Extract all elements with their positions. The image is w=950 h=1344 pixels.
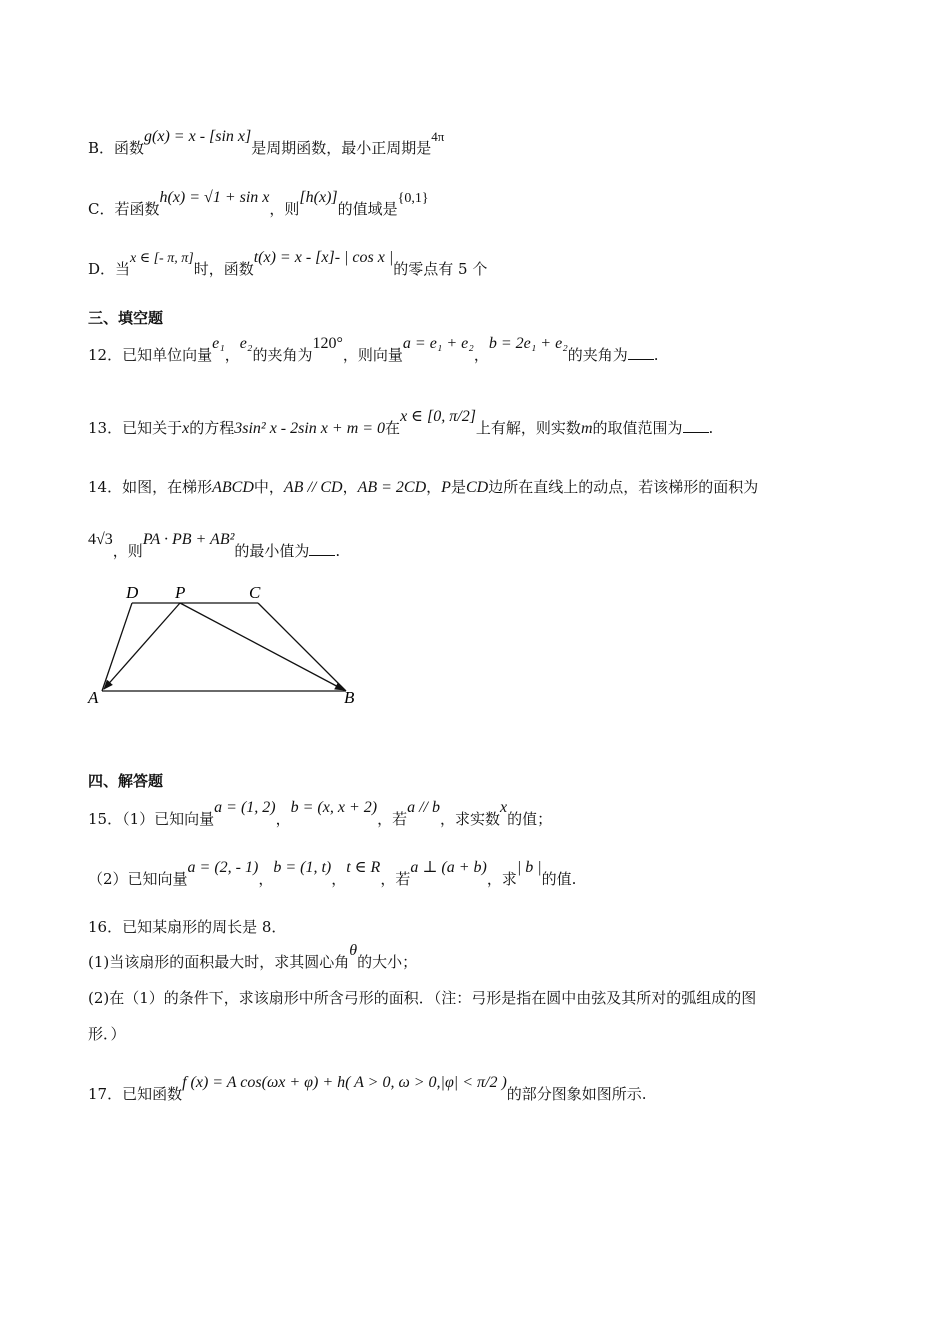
q17-function: f (x) = A cos(ωx + φ) + h xyxy=(182,1074,346,1091)
q14-text-8: 的最小值为 xyxy=(234,542,310,560)
q15b-text-4: ，若 xyxy=(380,870,411,888)
section-fill-in-title: 三、填空题 xyxy=(88,309,164,327)
q12-angle: 120° xyxy=(312,335,343,352)
q13-text-5: 的取值范围为 xyxy=(592,419,683,437)
q14-ratio: AB = 2CD xyxy=(357,479,427,496)
q15a-parallel: a // b xyxy=(407,799,440,816)
q14-text-3: ， xyxy=(342,478,358,496)
q13-text-6: . xyxy=(708,419,714,437)
q14-abcd: ABCD xyxy=(212,479,254,496)
q16-text-a: (1)当该扇形的面积最大时，求其圆心角 xyxy=(88,953,350,971)
question-16-line-1: 16．已知某扇形的周长是 8． xyxy=(88,918,287,936)
segment-cb xyxy=(258,603,346,691)
q12-vector-b: b = 2e₁ + e₂ xyxy=(488,335,568,352)
option-c-text1: ，则 xyxy=(269,200,300,218)
q12-answer-blank[interactable] xyxy=(628,345,654,360)
q14-expression: PA · PB + AB² xyxy=(142,531,235,548)
q15a-vector-a: a = (1, 2) xyxy=(214,799,276,816)
q17-text-2: 的部分图象如图所示. xyxy=(506,1085,647,1103)
q14-text-1: 14．如图，在梯形 xyxy=(88,478,213,496)
option-b-label: B．函数 xyxy=(88,139,145,157)
q14-cd: CD xyxy=(465,479,489,496)
question-13 xyxy=(88,408,714,439)
q14-text-4: ， xyxy=(426,478,442,496)
q12-text-7: . xyxy=(653,346,659,364)
option-d-label: D．当 xyxy=(88,260,131,278)
q14-area: 4√3 xyxy=(88,531,113,548)
q15b-text-3: ， xyxy=(331,870,347,888)
q13-interval: x ∈ [0, π/2] xyxy=(400,408,476,425)
question-14-line-2 xyxy=(88,531,341,562)
q15a-text-1: 15．（1）已知向量 xyxy=(88,810,215,828)
q14-answer-blank[interactable] xyxy=(309,541,335,556)
q16-theta: θ xyxy=(349,942,358,959)
section-answer-title: 四、解答题 xyxy=(88,772,164,790)
q12-vector-e2: e₂ xyxy=(239,335,253,352)
option-b-formula: g(x) = x - [sin x] xyxy=(144,128,252,145)
q14-text-5: 是 xyxy=(450,478,466,496)
option-b-period: 4π xyxy=(431,129,445,144)
q15b-vector-b: b = (1, t) xyxy=(273,859,332,876)
q15a-text-4: ，求实数 xyxy=(439,810,500,828)
question-15-part-2 xyxy=(88,859,577,890)
question-17 xyxy=(88,1074,647,1105)
option-c xyxy=(88,189,429,221)
q13-text-3: 在 xyxy=(385,419,401,437)
trapezoid-figure xyxy=(80,578,380,718)
question-16-line-2 xyxy=(88,942,418,973)
q14-parallel: AB // CD xyxy=(283,479,343,496)
option-c-text2: 的值域是 xyxy=(337,200,398,218)
q15b-text-1: （2）已知向量 xyxy=(88,870,188,888)
q15a-vector-b: b = (x, x + 2) xyxy=(290,799,378,816)
q17-conditions: ( A > 0, ω > 0,|φ| < π/2 ) xyxy=(345,1074,507,1091)
option-d-text1: 时，函数 xyxy=(193,260,254,278)
label-d: D xyxy=(126,583,139,602)
q12-vector-a: a = e₁ + e₂ xyxy=(402,335,474,352)
label-c: C xyxy=(249,583,261,602)
option-c-floor: [h(x)] xyxy=(299,189,338,206)
q15a-text-5: 的值； xyxy=(507,810,553,828)
question-16-line-4: 形．） xyxy=(88,1025,126,1043)
q15a-text-2: ， xyxy=(275,810,291,828)
q13-text-1: 13．已知关于 xyxy=(88,419,183,437)
q14-point-p: P xyxy=(441,479,451,496)
q13-text-4: 上有解，则实数 xyxy=(475,419,581,437)
option-c-formula: h(x) = √1 + sin x xyxy=(159,189,270,206)
q15b-text-6: 的值. xyxy=(541,870,577,888)
q12-text-3: 的夹角为 xyxy=(252,346,313,364)
option-b xyxy=(88,128,445,159)
vector-pb xyxy=(180,603,344,690)
question-14-line-1 xyxy=(88,477,758,498)
q16-text-b: 的大小； xyxy=(357,953,418,971)
label-p: P xyxy=(175,583,186,602)
question-15-part-1 xyxy=(88,799,553,830)
q12-text-6: 的夹角为 xyxy=(567,346,628,364)
q15a-var-x: x xyxy=(499,799,508,816)
q13-equation: 3sin² x - 2sin x + m = 0 xyxy=(234,420,386,437)
option-d xyxy=(88,249,488,281)
question-12 xyxy=(88,335,659,366)
vector-pa xyxy=(104,603,180,689)
label-b: B xyxy=(344,688,355,707)
q12-text-2: ， xyxy=(224,346,240,364)
q13-var-x: x xyxy=(182,420,190,437)
q15b-t-real: t ∈ R xyxy=(346,859,381,876)
segment-da xyxy=(102,603,132,691)
q15b-norm-b: | b | xyxy=(516,859,542,876)
q14-text-9: . xyxy=(335,542,341,560)
q15b-text-2: ， xyxy=(258,870,274,888)
option-c-label: C．若函数 xyxy=(88,200,160,218)
option-d-text2: 的零点有 5 个 xyxy=(393,260,488,278)
option-c-range: {0,1} xyxy=(397,191,429,206)
q12-text-4: ，则向量 xyxy=(342,346,403,364)
question-16-line-3: (2)在（1）的条件下，求该扇形中所含弓形的面积．（注：弓形是指在圆中由弦及其所对的弧组成的图 xyxy=(88,989,757,1007)
q13-text-2: 的方程 xyxy=(189,419,235,437)
option-d-domain: x ∈ [- π, π] xyxy=(130,251,194,266)
q14-text-6: 边所在直线上的动点，若该梯形的面积为 xyxy=(488,478,759,496)
q14-text-7: ，则 xyxy=(112,542,143,560)
label-a: A xyxy=(88,688,99,707)
q17-text-1: 17．已知函数 xyxy=(88,1085,183,1103)
q15b-text-5: ，求 xyxy=(486,870,517,888)
q13-var-m: m xyxy=(580,420,593,437)
q15b-perpendicular: a ⊥ (a + b) xyxy=(410,859,487,876)
q12-text-1: 12．已知单位向量 xyxy=(88,346,213,364)
option-b-text: 是周期函数，最小正周期是 xyxy=(251,139,432,157)
q12-vector-e1: e₁ xyxy=(212,335,225,352)
q14-text-2: 中， xyxy=(253,478,284,496)
q15a-text-3: ，若 xyxy=(377,810,408,828)
q12-text-5: ， xyxy=(473,346,489,364)
option-d-formula: t(x) = x - [x]- | cos x | xyxy=(253,249,394,266)
q13-answer-blank[interactable] xyxy=(683,418,709,433)
q15b-vector-a: a = (2, - 1) xyxy=(187,859,259,876)
